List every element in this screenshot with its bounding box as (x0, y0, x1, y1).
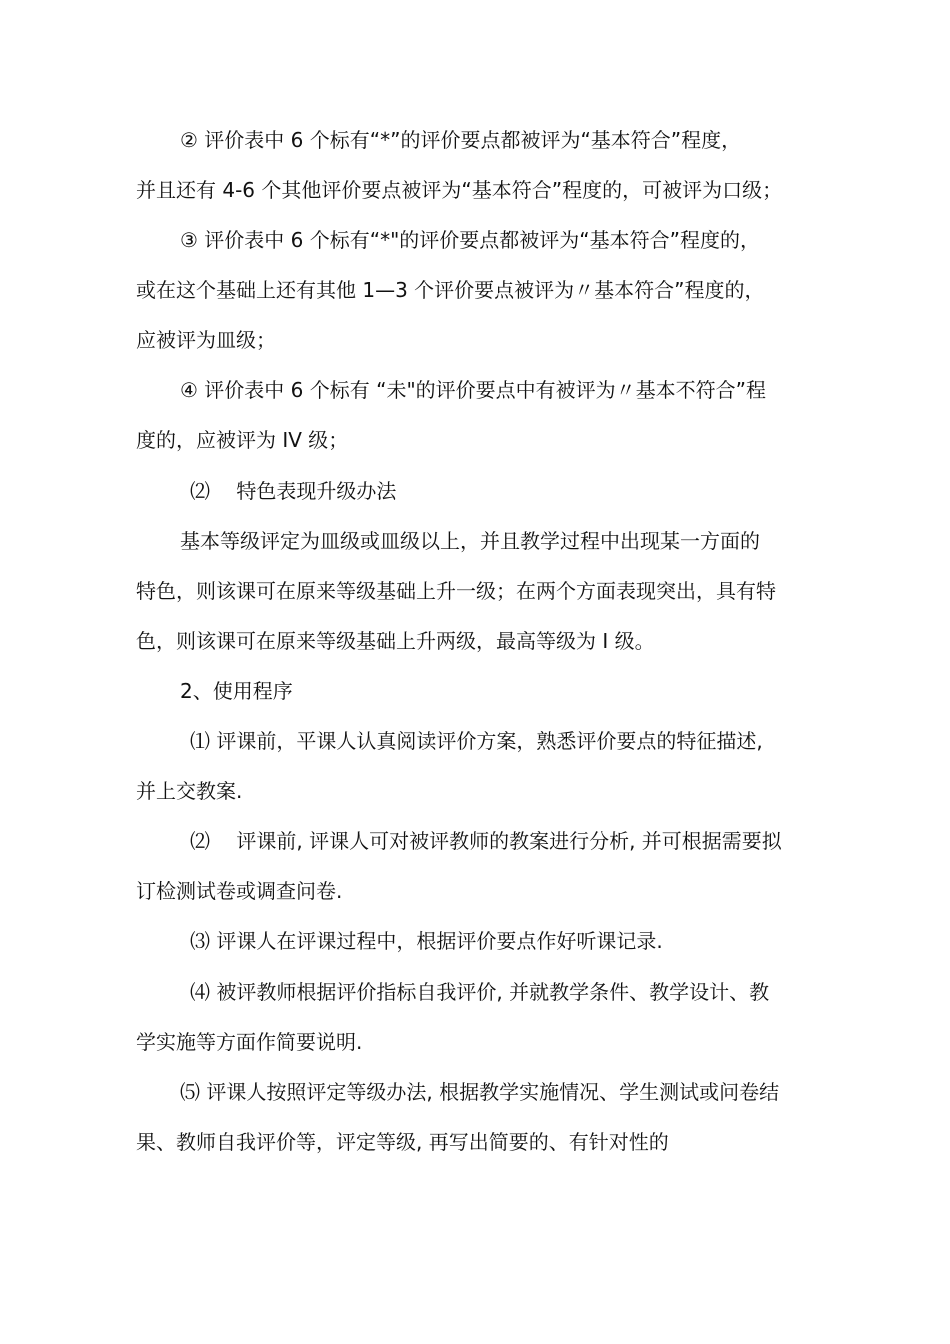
paragraph-line: 并上交教案. (136, 779, 243, 803)
paragraph-line: ⑴ 评课前，平课人认真阅读评价方案，熟悉评价要点的特征描述, (190, 729, 763, 753)
paragraph-line: 学实施等方面作简要说明. (136, 1030, 363, 1054)
paragraph-line: 或在这个基础上还有其他 1—3 个评价要点被评为〃基本符合”程度的， (136, 278, 765, 302)
paragraph-line: ③ 评价表中 6 个标有“*"的评价要点都被评为“基本符合”程度的， (180, 228, 761, 252)
section-heading: 2、使用程序 (180, 679, 293, 703)
paragraph-line: ⑸ 评课人按照评定等级办法, 根据教学实施情况、学生测试或问卷结 (180, 1080, 780, 1104)
paragraph-line: ⑵ 评课前, 评课人可对被评教师的教案进行分析, 并可根据需要拟 (190, 829, 782, 853)
paragraph-line: 果、教师自我评价等，评定等级, 再写出简要的、有针对性的 (136, 1130, 669, 1154)
paragraph-line: 应被评为皿级； (136, 328, 276, 352)
paragraph-line: ② 评价表中 6 个标有“*”的评价要点都被评为“基本符合”程度， (180, 128, 742, 152)
paragraph-line: 并且还有 4-6 个其他评价要点被评为“基本符合”程度的，可被评为口级； (136, 178, 783, 202)
paragraph-line: 基本等级评定为皿级或皿级以上，并且教学过程中出现某一方面的 (180, 529, 760, 553)
paragraph-line: 特色，则该课可在原来等级基础上升一级；在两个方面表现突出，具有特 (136, 579, 776, 603)
paragraph-line: ⑷ 被评教师根据评价指标自我评价, 并就教学条件、教学设计、教 (190, 980, 770, 1004)
paragraph-line: 度的，应被评为 IV 级； (136, 428, 349, 452)
paragraph-line: 色，则该课可在原来等级基础上升两级，最高等级为 I 级。 (136, 629, 655, 653)
section-heading: ⑵ 特色表现升级办法 (190, 479, 397, 503)
paragraph-line: ⑶ 评课人在评课过程中，根据评价要点作好听课记录. (190, 929, 663, 953)
paragraph-line: ④ 评价表中 6 个标有 “未"的评价要点中有被评为〃基本不符合”程 (180, 378, 767, 402)
paragraph-line: 订检测试卷或调查问卷. (136, 879, 343, 903)
